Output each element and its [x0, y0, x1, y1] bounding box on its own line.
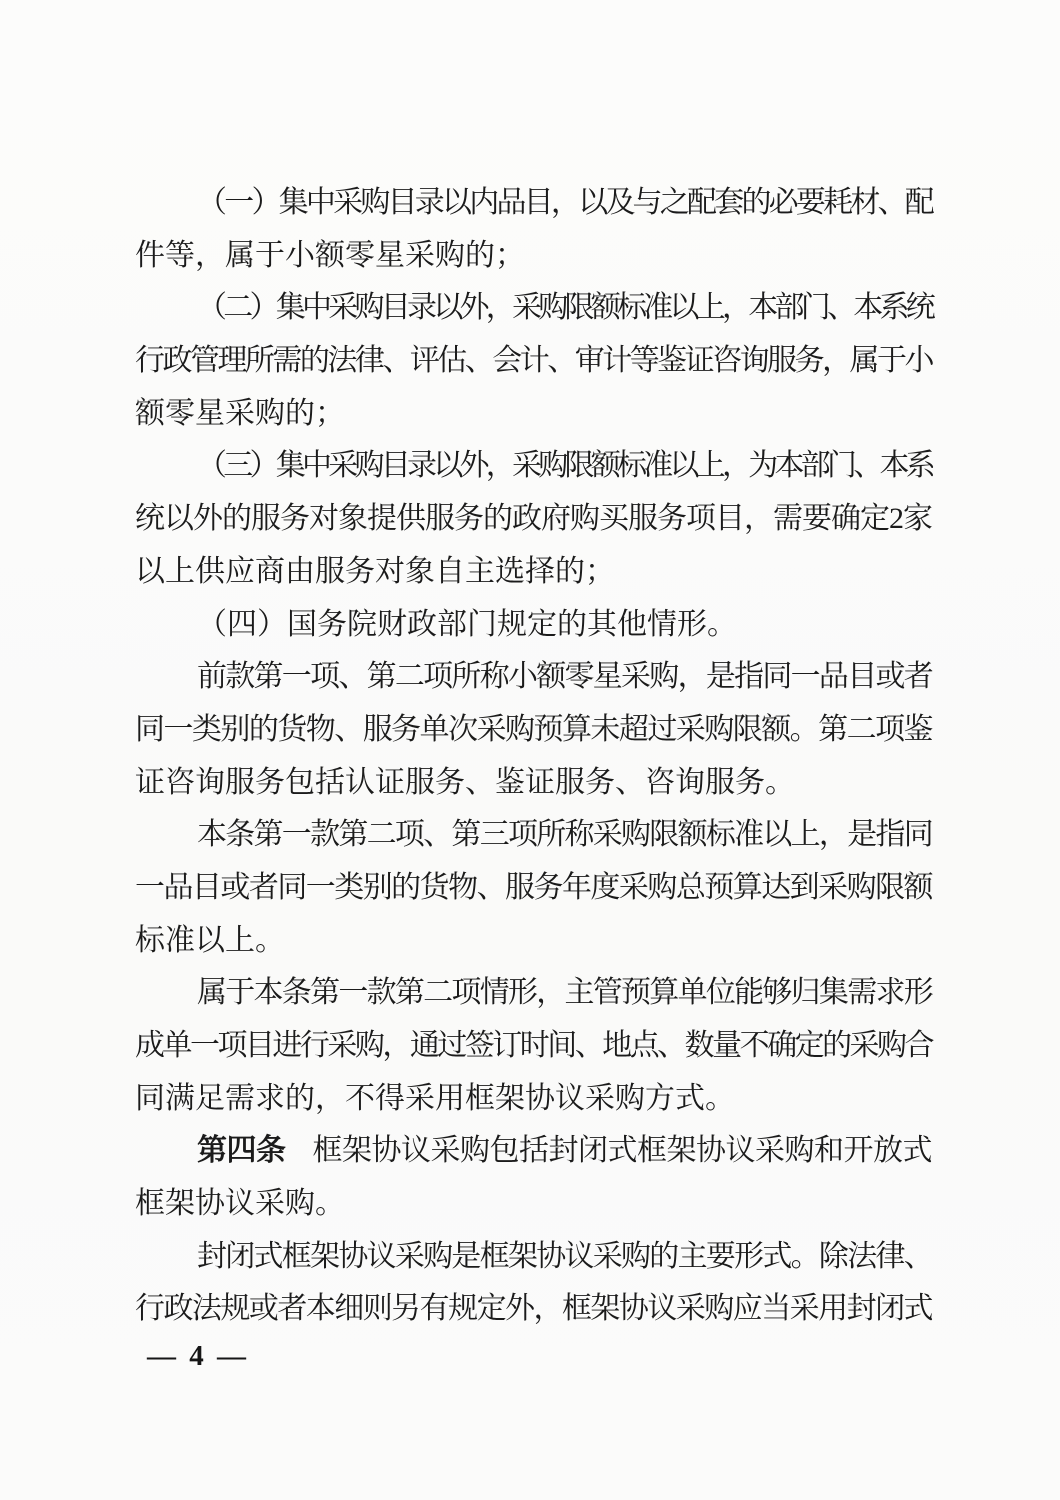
text-line: 封闭式框架协议采购是框架协议采购的主要形式。除法律、 — [197, 1239, 932, 1273]
text-line: 行政管理所需的法律、评估、会计、审计等鉴证咨询服务，属于小 — [135, 344, 932, 378]
text-line: （一）集中采购目录以内品目，以及与之配套的必要耗材、配 — [197, 186, 932, 219]
text-block — [135, 177, 932, 1336]
text-line: 一品目或者同一类别的货物、服务年度采购总预算达到采购限额 — [135, 870, 932, 904]
text-line: 框架协议采购。 — [135, 1187, 345, 1221]
text-line: 统以外的服务对象提供服务的政府购买服务项目，需要确定2家 — [135, 502, 932, 536]
text-line: 以上供应商由服务对象自主选择的； — [135, 554, 615, 588]
text-line: 本条第一款第二项、第三项所称采购限额标准以上，是指同 — [197, 818, 932, 852]
article-number-label: 第四条 — [197, 1134, 286, 1168]
text-line: （四）国务院财政部门规定的其他情形。 — [197, 607, 737, 641]
text-line: 行政法规或者本细则另有规定外，框架协议采购应当采用封闭式 — [135, 1292, 932, 1326]
text-line: （三）集中采购目录以外，采购限额标准以上，为本部门、本系 — [197, 449, 932, 483]
text-line: 同满足需求的，不得采用框架协议采购方式。 — [135, 1081, 735, 1115]
text-line: 属于本条第一款第二项情形，主管预算单位能够归集需求形 — [197, 976, 932, 1010]
text-line: 成单一项目进行采购，通过签订时间、地点、数量不确定的采购合 — [135, 1029, 932, 1062]
text-line: 件等，属于小额零星采购的； — [135, 238, 525, 272]
text-line — [135, 1125, 932, 1178]
text-line: 同一类别的货物、服务单次采购预算未超过采购限额。第二项鉴 — [135, 712, 932, 746]
text-line: 标准以上。 — [135, 923, 285, 957]
text-line: 前款第一项、第二项所称小额零星采购，是指同一品目或者 — [197, 660, 932, 694]
text-line: 额零星采购的； — [135, 396, 345, 430]
text-line: 证咨询服务包括认证服务、鉴证服务、咨询服务。 — [135, 765, 795, 799]
text-line-rest: 框架协议采购包括封闭式框架协议采购和开放式 — [312, 1134, 932, 1168]
text-line: （二）集中采购目录以外，采购限额标准以上，本部门、本系统 — [197, 291, 932, 325]
page-number: — 4 — — [147, 1340, 249, 1372]
